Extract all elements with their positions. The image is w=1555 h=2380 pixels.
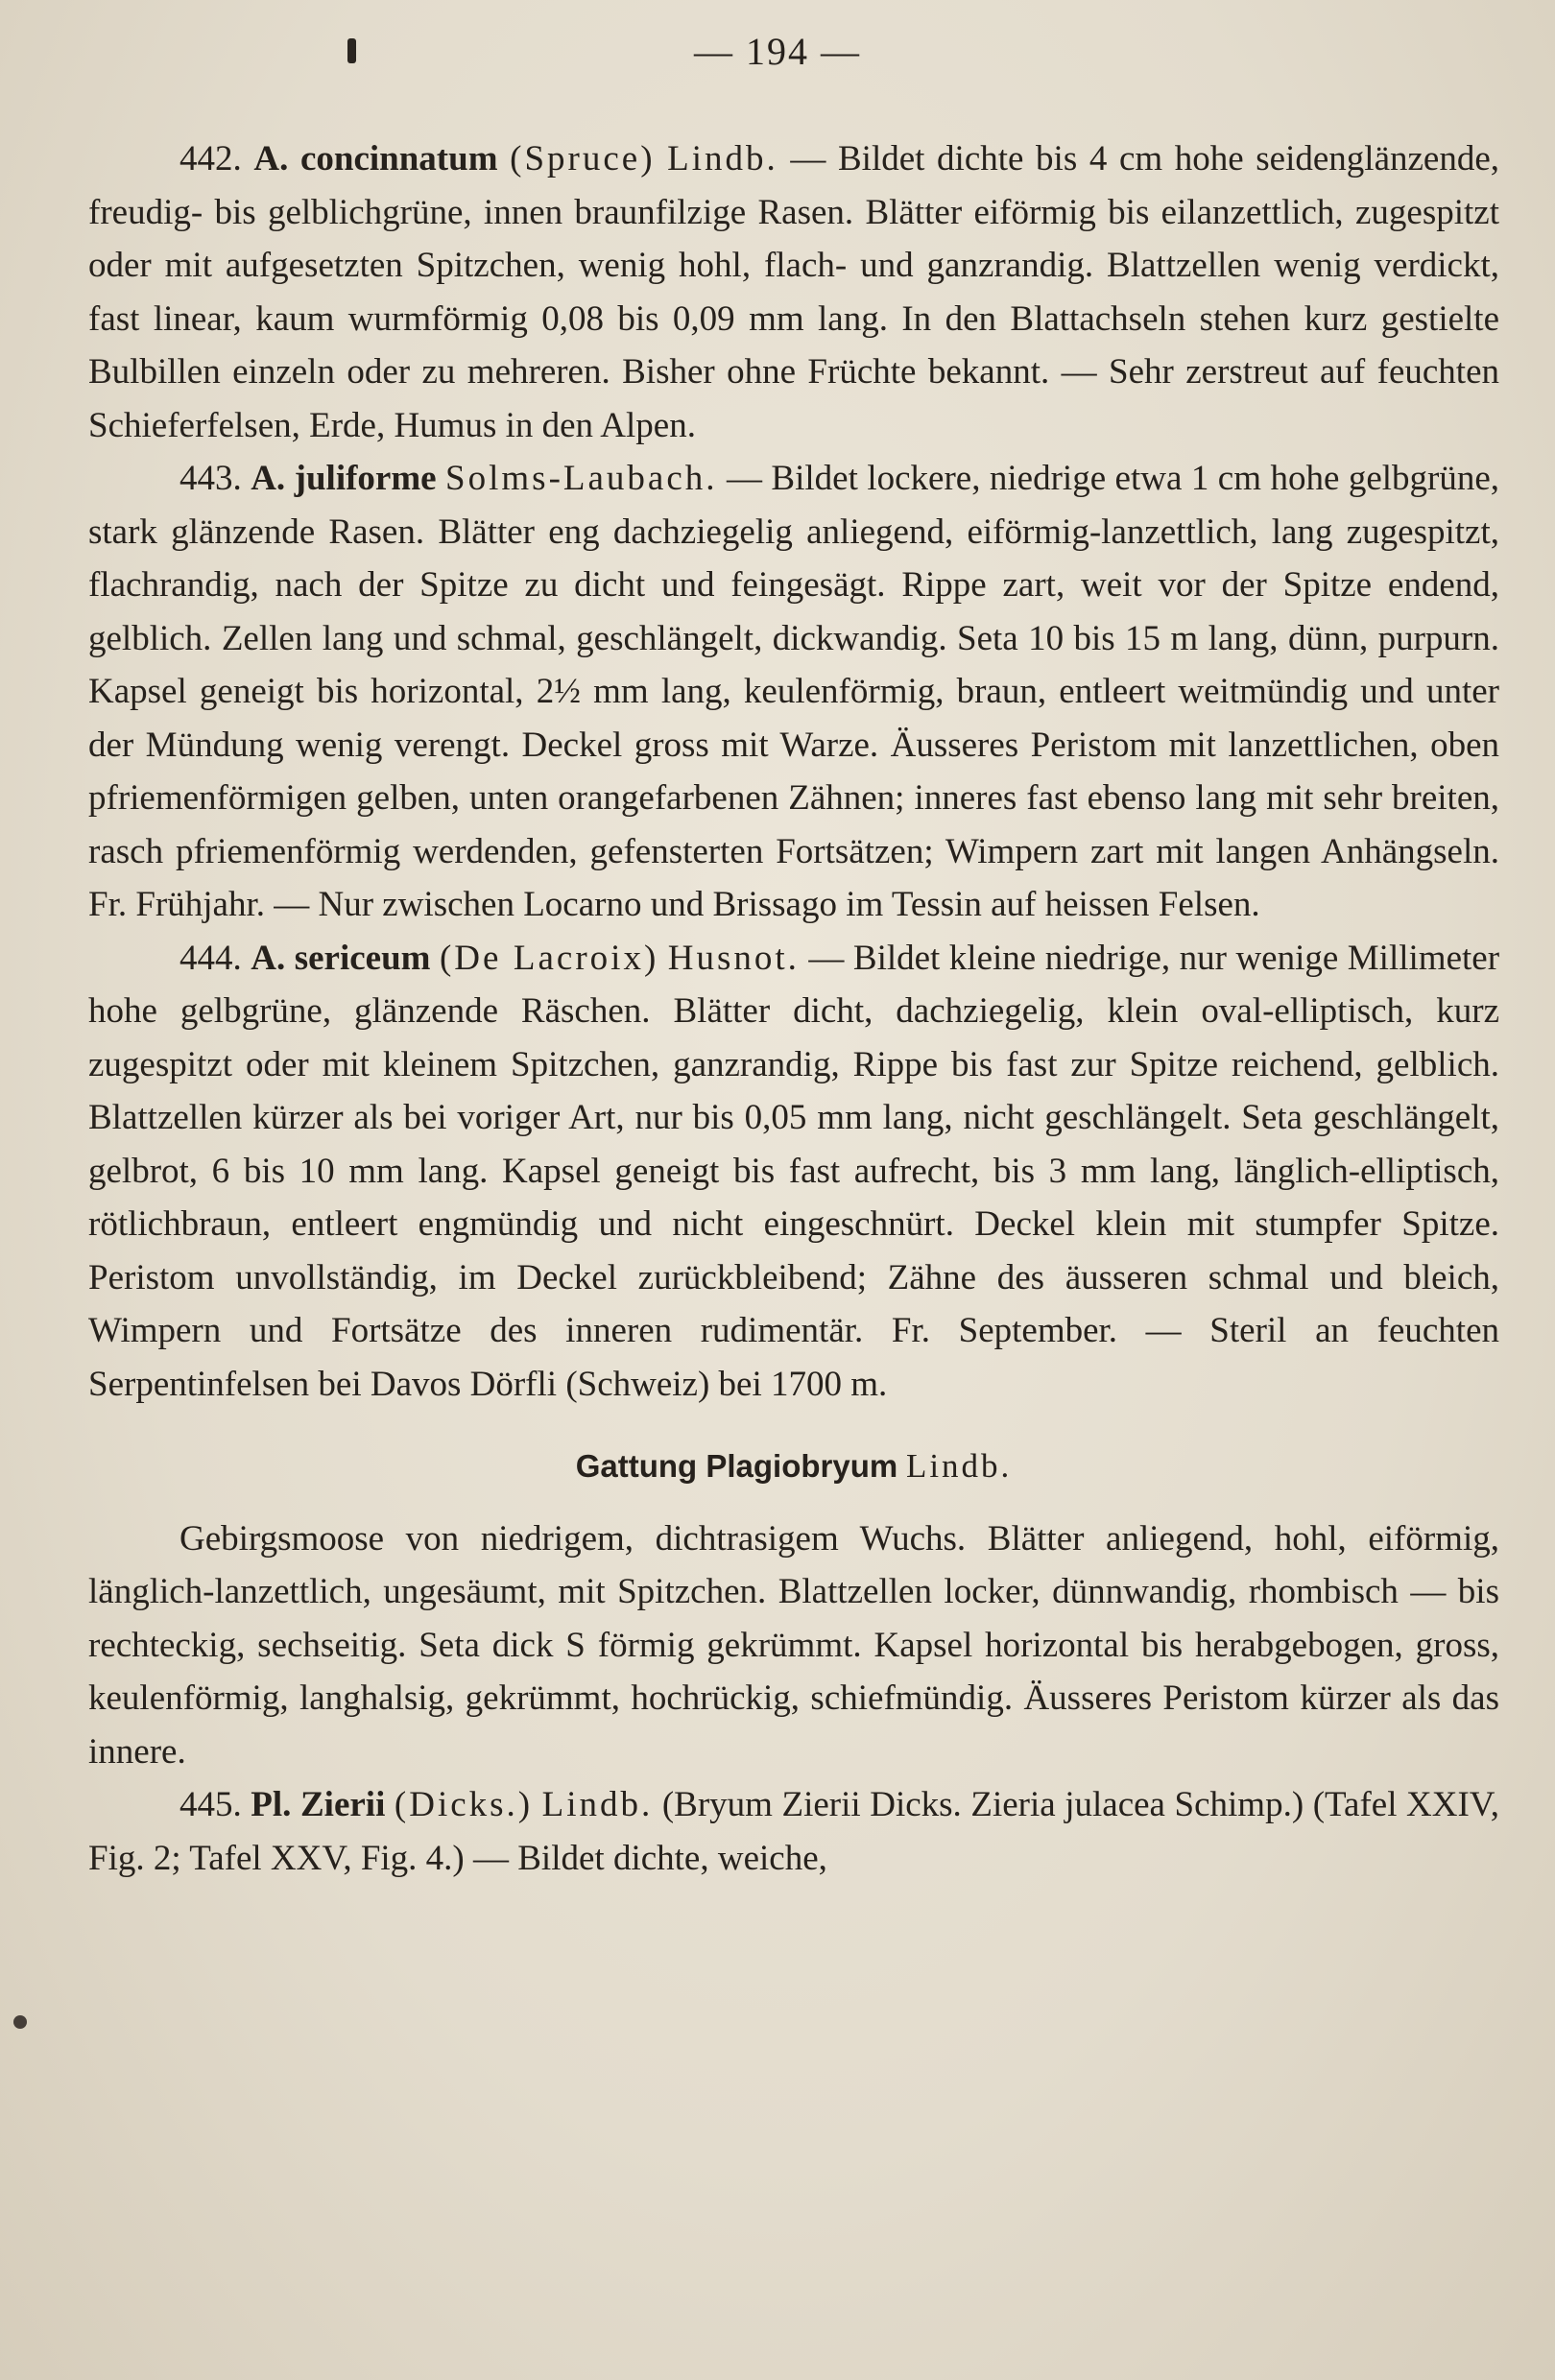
species-name: juliforme xyxy=(294,459,437,498)
species-name: concinnatum xyxy=(299,139,498,178)
author: Solms-Laubach. xyxy=(445,459,718,498)
genus-abbrev: Pl. xyxy=(251,1785,292,1824)
genus-heading-label: Gattung Plagiobryum xyxy=(575,1448,898,1484)
author-paren: (De Lacroix) xyxy=(439,938,659,978)
species-entry-444 xyxy=(88,932,1499,1412)
species-name: sericeum xyxy=(294,938,431,978)
page-number: — 194 — xyxy=(694,30,861,73)
author-paren: (Dicks.) xyxy=(394,1785,534,1824)
species-entry-442 xyxy=(88,132,1499,452)
entry-text: — Bildet lockere, niedrige etwa 1 cm hohe gelbgrüne, stark glänzende Rasen. Blätter eng dachziegelig anliegend, eiförmig-lanzettlich, lang zugespitzt, flachrandig, nach der Spitze zu dicht und feingesägt. Rippe zart, weit vor der Spitze endend, gelblich. Zellen lang und schmal, geschlängelt, dickwandig. Seta 10 bis 15 m lang, dünn, purpurn. Kapsel geneigt bis horizontal, 2½ mm lang, keulenförmig, braun, entleert weitmündig und unter der Mündung wenig verengt. Deckel gross mit Warze. Äusseres Peristom mit lanzettlichen, oben pfriemenförmigen gelben, unten orangefarbenen Zähnen; inneres fast ebenso lang mit sehr breiten, rasch pfriemenförmig werdenden, gefensterten Fortsätzen; Wimpern zart mit langen Anhängseln. Fr. Frühjahr. — Nur zwischen Locarno und Brissago im Tessin auf heissen Felsen. xyxy=(88,459,1500,924)
entry-number: 442. xyxy=(179,139,242,178)
genus-abbrev: A. xyxy=(251,459,286,498)
entry-text: — Bildet kleine niedrige, nur wenige Millimeter hohe gelbgrüne, glänzende Räschen. Blätter dicht, dachziegelig, klein oval-elliptisch, kurz zugespitzt oder mit kleinem Spitzchen, ganzrandig, Rippe bis fast zur Spitze reichend, gelblich. Blattzellen kürzer als bei voriger Art, nur bis 0,05 mm lang, nicht geschlängelt. Seta geschlängelt, gelbrot, 6 bis 10 mm lang. Kapsel geneigt bis fast aufrecht, bis 3 mm lang, länglich-elliptisch, rötlichbraun, entleert engmündig und nicht eingeschnürt. Deckel klein mit stumpfer Spitze. Peristom unvollständig, im Deckel zurückbleibend; Zähne des äusseren schmal und bleich, Wimpern und Fortsätze des inneren rudimentär. Fr. September. — Steril an feuchten Serpentinfelsen bei Davos Dörfli (Schweiz) bei 1700 m. xyxy=(88,938,1500,1404)
author-paren: (Spruce) xyxy=(510,139,656,178)
entry-text: — Bildet dichte bis 4 cm hohe seidenglänzende, freudig- bis gelblichgrüne, innen braunfilzige Rasen. Blätter eiförmig bis eilanzettlich, zugespitzt oder mit aufgesetzten Spitzchen, wenig hohl, flach- und ganzrandig. Blattzellen wenig verdickt, fast linear, kaum wurmförmig 0,08 bis 0,09 mm lang. In den Blattachseln stehen kurz gestielte Bulbillen einzeln oder zu mehreren. Bisher ohne Früchte bekannt. — Sehr zerstreut auf feuchten Schieferfelsen, Erde, Humus in den Alpen. xyxy=(88,139,1500,445)
author: Lindb. xyxy=(541,1785,654,1824)
species-entry-445 xyxy=(88,1778,1499,1885)
entry-number: 443. xyxy=(179,459,242,498)
species-name: Zierii xyxy=(299,1785,386,1824)
genus-heading xyxy=(88,1440,1499,1493)
species-entry-443 xyxy=(88,452,1499,932)
genus-heading-author: Lindb. xyxy=(905,1447,1013,1485)
entry-number: 445. xyxy=(179,1785,242,1824)
body-text xyxy=(88,132,1499,1885)
entry-text: (Bryum Zierii Dicks. Zieria julacea Schimp.) (Tafel XXIV, Fig. 2; Tafel XXV, Fig. 4.) — Bildet dichte, weiche, xyxy=(88,1785,1499,1878)
entry-number: 444. xyxy=(179,938,242,978)
author: Lindb. xyxy=(667,139,778,178)
genus-abbrev: A. xyxy=(251,938,286,978)
genus-description: Gebirgsmoose von niedrigem, dichtrasigem Wuchs. Blätter anliegend, hohl, eiförmig, länglich-lanzettlich, ungesäumt, mit Spitzchen. Blattzellen locker, dünnwandig, rhombisch — bis rechteckig, sechseitig. Seta dick S förmig gekrümmt. Kapsel horizontal bis herabgebogen, gross, keulenförmig, langhalsig, gekrümmt, hochrückig, schiefmündig. Äusseres Peristom kürzer als das innere. xyxy=(88,1518,1499,1772)
genus-abbrev: A. xyxy=(253,139,289,178)
author: Husnot. xyxy=(667,938,800,978)
ink-blot-mark xyxy=(13,2015,27,2029)
